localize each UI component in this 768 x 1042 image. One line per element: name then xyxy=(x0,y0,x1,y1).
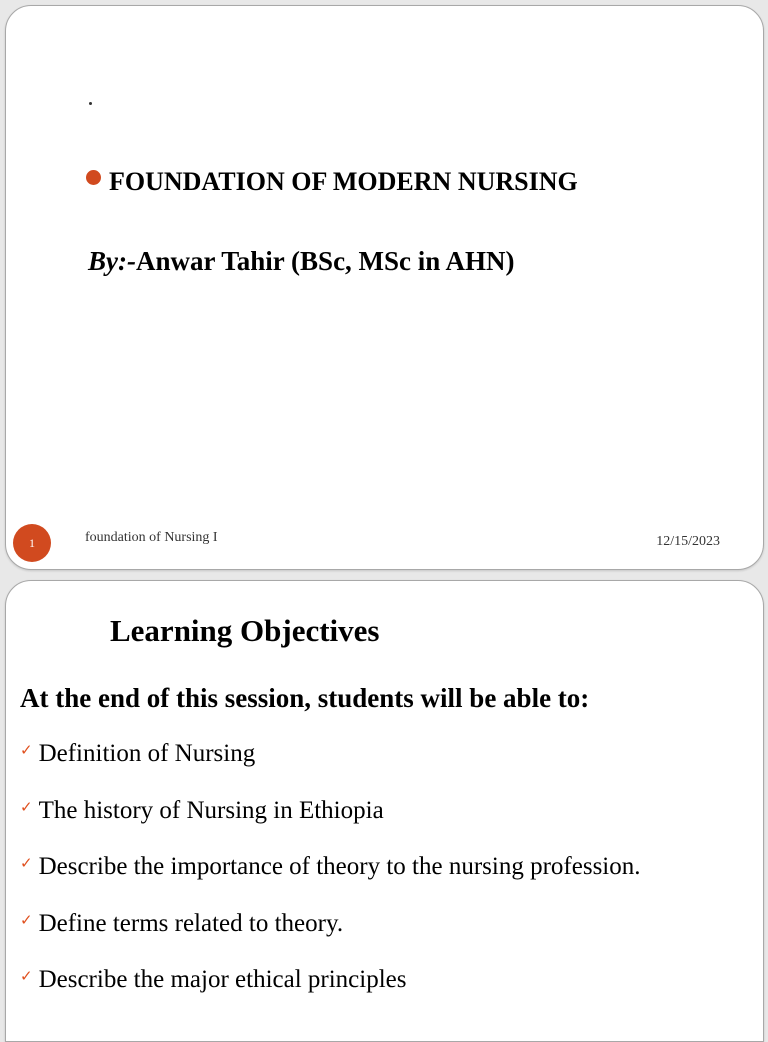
list-item xyxy=(20,853,641,910)
checkmark-icon: ✓ xyxy=(20,741,33,759)
list-item xyxy=(20,740,641,797)
objectives-list xyxy=(20,740,641,1023)
bullet-icon xyxy=(86,170,101,185)
list-item xyxy=(20,966,641,1023)
checkmark-icon: ✓ xyxy=(20,910,33,929)
objective-text: Describe the importance of theory to the nursing profession. xyxy=(38,853,641,880)
list-item xyxy=(20,910,641,967)
presentation-title: FOUNDATION OF MODERN NURSING xyxy=(109,167,578,196)
list-item xyxy=(20,797,641,854)
slide-2 xyxy=(5,580,764,1042)
checkmark-icon: ✓ xyxy=(20,854,33,872)
objective-text: The history of Nursing in Ethiopia xyxy=(38,796,384,824)
objective-text: Describe the major ethical principles xyxy=(38,966,407,993)
title-row xyxy=(86,167,578,197)
checkmark-icon: ✓ xyxy=(20,967,33,985)
objective-text: Define terms related to theory. xyxy=(38,909,344,937)
learning-objectives-intro: At the end of this session, students will be able to: xyxy=(20,683,590,713)
byline-prefix: By:- xyxy=(88,246,136,276)
decorative-dot xyxy=(89,102,92,105)
page-number-badge: 1 xyxy=(13,524,51,562)
footer-course-name: foundation of Nursing I xyxy=(85,530,218,545)
learning-objectives-heading: Learning Objectives xyxy=(110,613,380,648)
checkmark-icon: ✓ xyxy=(20,797,33,816)
objective-text: Definition of Nursing xyxy=(38,740,256,767)
slide-1 xyxy=(5,5,764,570)
footer-date: 12/15/2023 xyxy=(656,534,720,549)
byline-author: Anwar Tahir (BSc, MSc in AHN) xyxy=(135,246,515,276)
author-byline xyxy=(88,246,515,277)
